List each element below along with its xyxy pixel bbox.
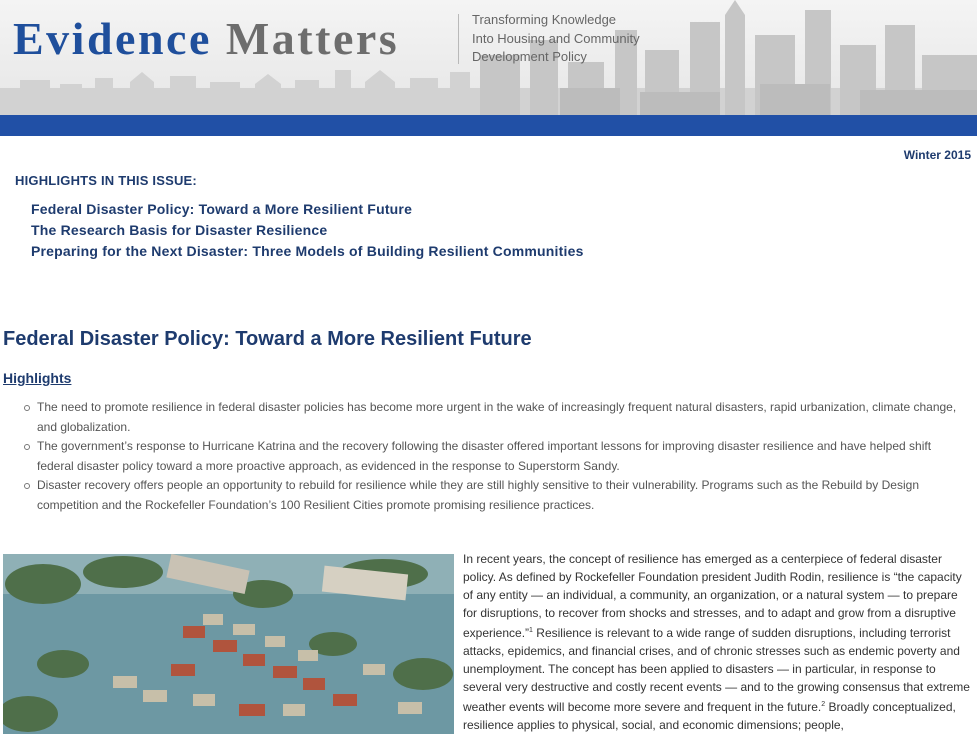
- bullet-circle-icon: [24, 444, 30, 450]
- tagline-line: Transforming Knowledge: [472, 12, 617, 27]
- footnote-ref[interactable]: 2: [821, 701, 826, 708]
- article-title: Federal Disaster Policy: Toward a More Resilient Future: [3, 328, 532, 350]
- tagline-line: Development Policy: [472, 49, 587, 64]
- body-text-part: In recent years, the concept of resilience has emerged as a centerpiece of federal disaster policy. As defined by Rockefeller Foundation president Judith Rodin, resilience is “the capacity of any entity — an individual, a community, an organization, or a natural system — to prepare for disruptions, to recover from shocks and stresses, and to adapt and grow from a disruptive experience.”: [463, 552, 962, 640]
- list-item: [23, 398, 968, 437]
- body-text-part: Resilience is relevant to a wide range of sudden disruptions, including terrorist attacks, epidemics, and financial crises, and of chronic stresses such as endemic poverty and unemployment. The concept has been applied to disasters — in particular, in response to several very destructive and costly recent events — and to the growing consensus that extreme weather events will become more severe and frequent in the future.: [463, 626, 970, 714]
- body-text-part: Broadly conceptualized, resilience applies to physical, social, and economic dimensions; people,: [463, 700, 956, 732]
- bullet-circle-icon: [24, 405, 30, 411]
- header-divider: [458, 14, 459, 64]
- brand-word-matters: Matters: [225, 13, 400, 64]
- flood-aerial-image: [3, 554, 454, 734]
- issue-link-research-basis[interactable]: The Research Basis for Disaster Resilience: [31, 222, 328, 238]
- flooded-neighborhood-photo: [3, 554, 454, 734]
- bullet-text: The government’s response to Hurricane Katrina and the recovery following the disaster offered important lessons for improving disaster resilience and have helped shift federal disaster policy toward a more proactive approach, as evidenced in the response to Superstorm Sandy.: [37, 439, 932, 473]
- tagline: [472, 11, 672, 67]
- brand-word-evidence: Evidence: [13, 13, 212, 64]
- header-blue-bar: [0, 115, 977, 136]
- issue-highlights-list: [31, 199, 584, 262]
- list-item: [23, 437, 968, 476]
- article-highlights-label: Highlights: [3, 370, 72, 386]
- article-body: [463, 550, 975, 734]
- highlights-bullet-list: [23, 398, 968, 515]
- highlights-in-issue-heading: HIGHLIGHTS IN THIS ISSUE:: [15, 173, 197, 188]
- bullet-text: Disaster recovery offers people an opportunity to rebuild for resilience while they are still highly sensitive to their vulnerability. Programs such as the Rebuild by Design competition and the Rockefeller Foundation’s 100 Resilient Cities promote promising resilience practices.: [37, 478, 919, 512]
- tagline-line: Into Housing and Community: [472, 30, 640, 46]
- issue-link-preparing-next-disaster[interactable]: Preparing for the Next Disaster: Three Models of Building Resilient Communities: [31, 243, 584, 259]
- header-banner: [0, 0, 977, 115]
- issue-date: Winter 2015: [903, 148, 971, 162]
- bullet-circle-icon: [24, 483, 30, 489]
- brand-title[interactable]: [13, 12, 399, 65]
- list-item: [23, 476, 968, 515]
- footnote-ref[interactable]: 1: [529, 627, 533, 634]
- issue-link-federal-disaster-policy[interactable]: Federal Disaster Policy: Toward a More Resilient Future: [31, 201, 413, 217]
- bullet-text: The need to promote resilience in federal disaster policies has become more urgent in the wake of increasingly frequent natural disasters, rapid urbanization, climate change, and globalization.: [37, 400, 957, 434]
